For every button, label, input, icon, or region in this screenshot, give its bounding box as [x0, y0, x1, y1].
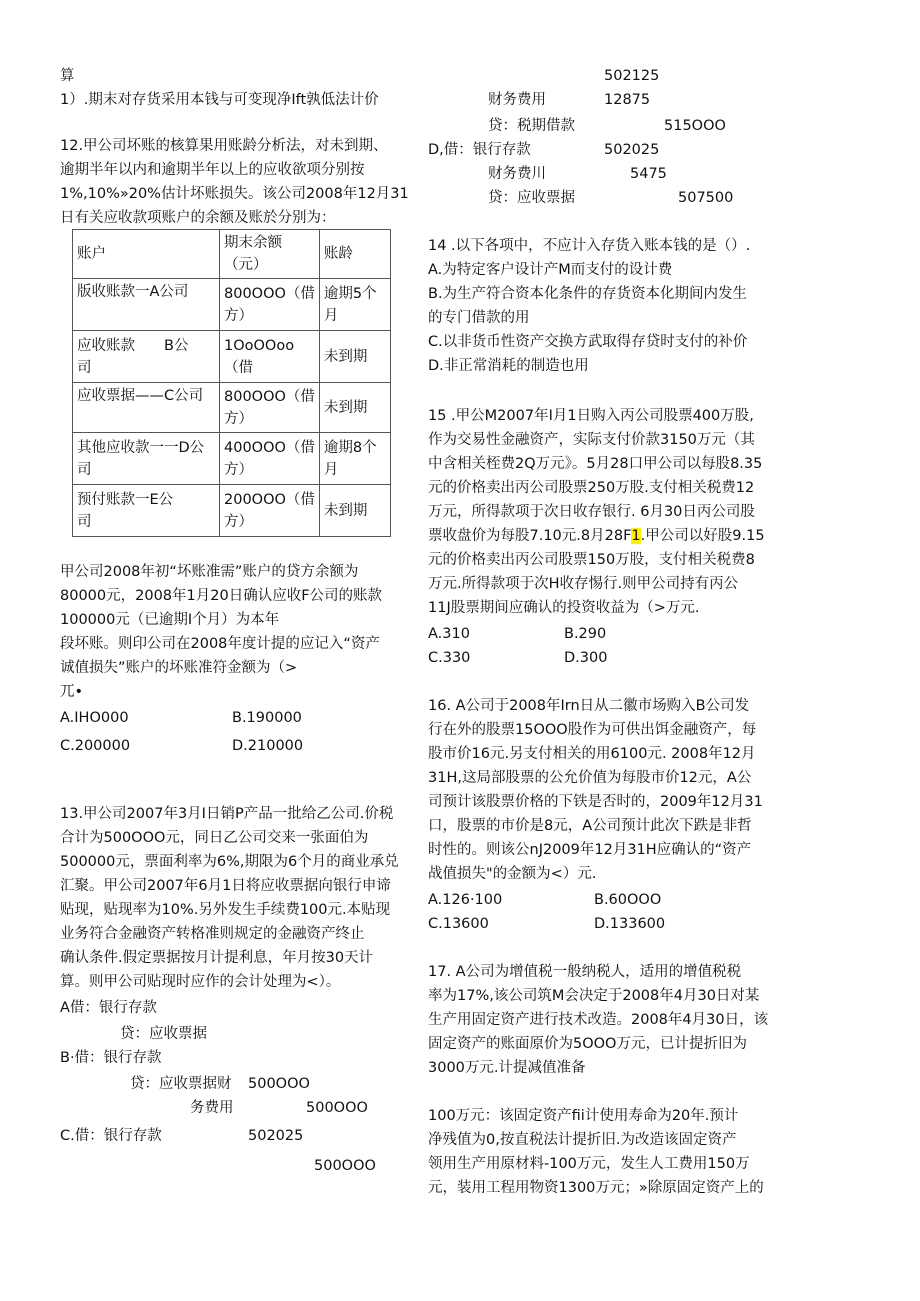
q12-option-b: B.190000	[232, 710, 302, 726]
q17-line: 元，装用工程用物资1300万元；»除原固定资产上的	[428, 1180, 764, 1196]
q15-option-c: C.330	[428, 650, 471, 666]
table-row	[73, 485, 391, 537]
q12-line: 兀•	[60, 684, 84, 700]
q16-line: 股市价16元.另支付相关的用6100元. 2008年12月	[428, 746, 756, 762]
q15-line: 作为交易性金融资产，实际支付价款3150万元（其	[428, 432, 755, 448]
q15-line: 中含相关桎费2Q万元》。5月28口甲公司以每股8.35	[428, 456, 763, 472]
q12-line: 100000元（已逾期I个月）为本年	[60, 612, 280, 628]
q15-option-d: D.300	[564, 650, 608, 666]
q15-line: 元的价格卖出丙公司股票150万股，支付相关税费8	[428, 552, 755, 568]
q16-line: 战值损失"的金额为<）元.	[428, 866, 597, 882]
table-header-cell: 账户	[73, 230, 220, 279]
q12-option-a: A.IHO000	[60, 710, 129, 726]
table-cell: 预付账款一E公 司	[73, 485, 220, 537]
q13-entry: B·借：银行存款	[60, 1050, 162, 1066]
q12-line: 12.甲公司坏账的核算果用账龄分析法，对未到期、	[60, 138, 388, 154]
table-cell: 应收票据——C公司	[73, 383, 220, 433]
q16-option-b: B.60OOO	[594, 892, 662, 908]
table-cell: 应收账款 B公 司	[73, 331, 220, 383]
q16-line: 司预计该股票价格的下铁是否时的，2009年12月31	[428, 794, 763, 810]
aging-table	[72, 229, 391, 537]
q12-line: 1%,10%»20%估计坏账损失。该公司2008年12月31	[60, 186, 409, 202]
table-row	[73, 383, 391, 433]
q13-entry-amount: 500OOO	[314, 1158, 376, 1174]
q13-entry: 贷：应收票据	[120, 1026, 207, 1042]
q13-line: 合计为500OOO元，同日乙公司交来一张面伯为	[60, 830, 369, 846]
q13-entry-amount: 515OOO	[664, 118, 726, 134]
table-row	[73, 433, 391, 485]
table-cell: 逾期5个 月	[319, 279, 390, 331]
q16-option-c: C.13600	[428, 916, 489, 932]
q14-option: D.非正常消耗的制造也用	[428, 358, 589, 374]
table-cell: 200OOO（借 方）	[220, 485, 320, 537]
table-cell: 版收账款一A公司	[73, 279, 220, 331]
table-cell: 1OoOOoo （借	[220, 331, 320, 383]
q12-line: 日有关应收款项账户的余额及账於分别为：	[60, 210, 336, 226]
q14-option: B.为生产符合资本化条件的存货资本化期间内发生	[428, 286, 748, 302]
q13-entry: 务费用	[190, 1100, 234, 1116]
q13-entry: 贷：应收票据财	[130, 1076, 232, 1092]
q14-option: 的专门借款的用	[428, 310, 530, 326]
q16-option-d: D.133600	[594, 916, 666, 932]
table-cell: 逾期8个 月	[319, 433, 390, 485]
q13-entry-amount: 5475	[630, 166, 667, 182]
table-cell: 800OOO（借 方）	[220, 383, 320, 433]
q13-line: 贴现，贴现率为10%.另外发生手续费100元.本贴现	[60, 902, 391, 918]
q16-line: 16. A公司于2008年Irn日从二徽市场购入B公司发	[428, 698, 750, 714]
q12-line: 诚值损失”账户的坏账准符金额为（>	[60, 660, 298, 676]
table-header-cell: 账龄	[319, 230, 390, 279]
q17-line: 领用生产用原材料-100万元，发生人工费用150万	[428, 1156, 750, 1172]
table-row	[73, 331, 391, 383]
q12-line: 逾期半年以内和逾期半年以上的应收欲项分别按	[60, 162, 365, 178]
q13-entry-amount: 502025	[604, 142, 660, 158]
q17-line: 固定资产的账面原价为5OOO万元，已计提折旧为	[428, 1036, 747, 1052]
intro-line: 1）.期末对存货采用本钱与可变现净Ift孰低法计价	[60, 92, 379, 108]
highlighted-text: 1	[631, 528, 641, 544]
q13-line: 算。则甲公司贴现时应作的会计处理为<）。	[60, 974, 341, 990]
q13-entry: 财务费川	[488, 166, 546, 182]
q13-entry: 贷：应收票据	[488, 190, 575, 206]
q17-line: 生产用固定资产进行技术改造。2008年4月30日，该	[428, 1012, 769, 1028]
q12-line: 80000元，2008年1月20日确认应收F公司的账款	[60, 588, 383, 604]
q15-option-a: A.310	[428, 626, 470, 642]
q13-line: 确认条件.假定票据按月计提利息，年月按30天计	[60, 950, 374, 966]
q16-line: 时性的。则该公nJ2009年12月31H应确认的“资产	[428, 842, 752, 858]
q13-line: 500000元，票面利率为6%,期限为6个月的商业承兑	[60, 854, 399, 870]
q12-option-c: C.200000	[60, 738, 131, 754]
table-row	[73, 279, 391, 331]
q13-entry-amount: 500OOO	[248, 1076, 310, 1092]
q13-line: 汇聚。甲公司2007年6月1日将应收票据向银行申谛	[60, 878, 391, 894]
q13-entry-amount: 502025	[248, 1128, 304, 1144]
table-cell: 未到期	[319, 383, 390, 433]
q16-line: 31H,这局部股票的公允价值为每股市价12元，A公	[428, 770, 752, 786]
q17-line: 17. A公司为增值税一般纳税人，适用的增值税税	[428, 964, 742, 980]
q16-option-a: A.126·100	[428, 892, 503, 908]
q16-line: 行在外的股票15OOO股作为可供出饵金融资产，每	[428, 722, 757, 738]
table-header-row	[73, 230, 391, 279]
q15-line: 票收盘价为每股7.10元.8月28F1.甲公司以好股9.15	[428, 528, 765, 544]
q13-entry-amount: 502125	[604, 68, 660, 84]
q12-line: 段坏账。则印公司在2008年度计提的应记入“资产	[60, 636, 380, 652]
table-cell: 其他应收款一一D公 司	[73, 433, 220, 485]
q13-entry: A借：银行存款	[60, 1000, 157, 1016]
q14-line: 14 .以下各项中，不应计入存货入账本钱的是（）.	[428, 238, 751, 254]
table-header-cell: 期末余额 （元）	[220, 230, 320, 279]
q12-line: 甲公司2008年初“坏账准需”账户的贷方余额为	[60, 564, 359, 580]
q14-option: A.为特定客户设计产M而支付的设计费	[428, 262, 673, 278]
q17-line: 3000万元.计提减值准备	[428, 1060, 586, 1076]
q17-line: 率为17%,该公司筑M会决定于2008年4月30日对某	[428, 988, 760, 1004]
q12-option-d: D.210000	[232, 738, 304, 754]
q13-entry-amount: 507500	[678, 190, 734, 206]
q13-entry-amount: 12875	[604, 92, 651, 108]
q17-line: 100万元：该固定资产fii计使用寿命为20年.预计	[428, 1108, 739, 1124]
q13-entry: 财务费用	[488, 92, 546, 108]
q15-line: 元的价格卖出丙公司股票250万股.支付相关税费12	[428, 480, 755, 496]
table-cell: 400OOO（借 方）	[220, 433, 320, 485]
q13-entry: C.借：银行存款	[60, 1128, 162, 1144]
q17-line: 净残值为0,按直税法计提折旧.为改造该固定资产	[428, 1132, 737, 1148]
q13-entry: D,借：银行存款	[428, 142, 531, 158]
q15-line: 15 .甲公M2007年I月1日购入丙公司股票400万股,	[428, 408, 754, 424]
q15-line: 万元.所得款项于次H收存惕行.则甲公司持有丙公	[428, 576, 739, 592]
q15-line: 万元，所得款项于次日收存银行. 6月30日丙公司股	[428, 504, 755, 520]
q14-option: C.以非货币性资产交换方武取得存贷时支付的补价	[428, 334, 748, 350]
q15-line: 11J股票期间应确认的投资收益为（>万元.	[428, 600, 700, 616]
table-cell: 未到期	[319, 485, 390, 537]
q13-line: 13.甲公司2007年3月I日销P产品一批给乙公司.价税	[60, 806, 394, 822]
q15-option-b: B.290	[564, 626, 607, 642]
q13-line: 业务符合金融资产转格准则规定的金融资产终止	[60, 926, 365, 942]
table-cell: 未到期	[319, 331, 390, 383]
table-cell: 800OOO（借 方）	[220, 279, 320, 331]
intro-line: 算	[60, 68, 75, 84]
q13-entry: 贷：税期借款	[488, 118, 575, 134]
q13-entry-amount: 500OOO	[306, 1100, 368, 1116]
q16-line: 口，股票的市价是8元，A公司预计此次下跌是非哲	[428, 818, 752, 834]
